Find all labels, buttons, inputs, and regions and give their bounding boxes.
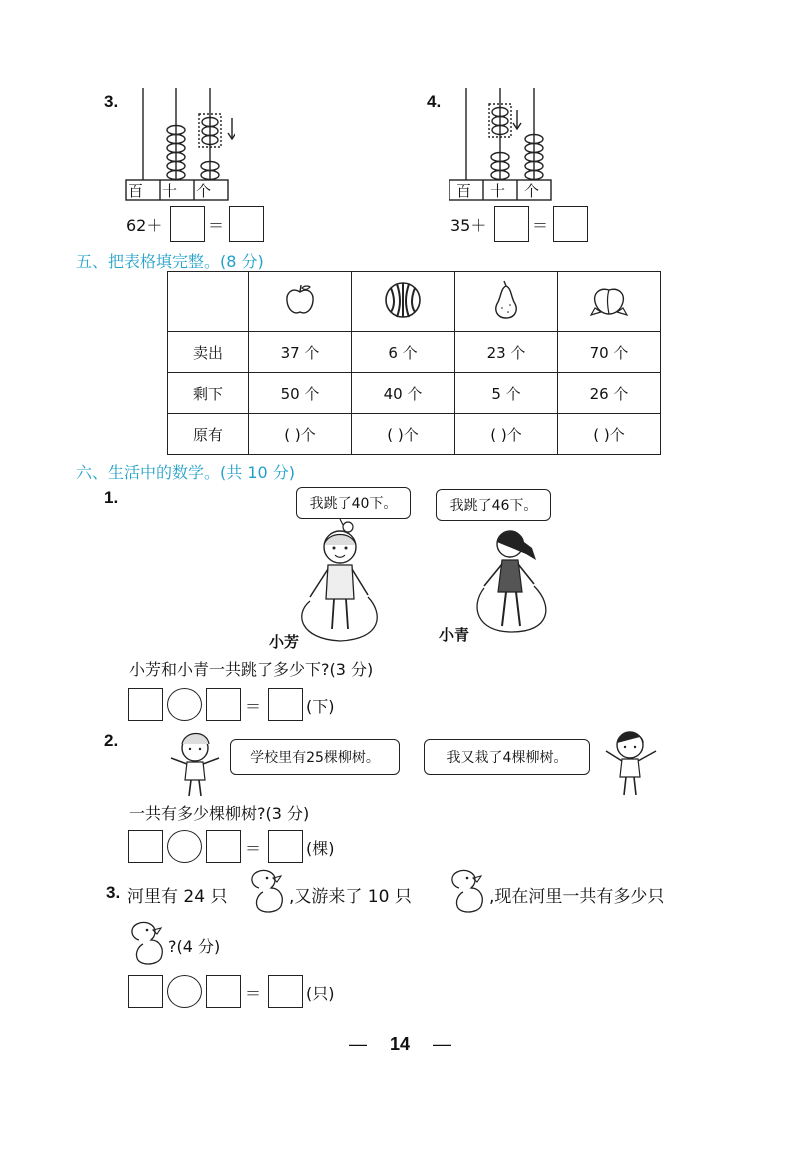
answer-box[interactable] — [229, 206, 264, 242]
table-cell: 37 个 — [249, 332, 352, 373]
equals-sign: ＝ — [208, 216, 225, 235]
answer-cell[interactable]: ( )个 — [249, 414, 352, 455]
fruit-header-cell — [249, 272, 352, 332]
place-label-hundreds: 百 — [128, 182, 144, 200]
peach-icon — [589, 282, 629, 318]
equals-sign: ＝ — [245, 984, 262, 1003]
equals-sign: ＝ — [245, 839, 262, 858]
unit-label: (下) — [306, 697, 335, 716]
answer-box[interactable] — [206, 975, 241, 1008]
page-number: 14 — [389, 1034, 411, 1054]
table-row — [168, 414, 661, 455]
duck-icon — [125, 918, 169, 970]
table-row — [168, 373, 661, 414]
table-row — [168, 332, 661, 373]
unit-label: (棵) — [306, 839, 335, 858]
answer-box[interactable] — [553, 206, 588, 242]
answer-box[interactable] — [170, 206, 205, 242]
boy-illustration — [165, 730, 225, 798]
table-cell: 6 个 — [352, 332, 455, 373]
place-label-tens: 十 — [162, 182, 178, 200]
row-label: 剩下 — [168, 373, 249, 414]
section-6-heading: 六、生活中的数学。(共 10 分) — [76, 463, 296, 482]
answer-cell[interactable]: ( )个 — [352, 414, 455, 455]
girl-jumping-rope-illustration — [290, 519, 390, 649]
operator-circle[interactable] — [167, 975, 202, 1008]
page-number-dash: — — [433, 1034, 452, 1054]
answer-box[interactable] — [268, 830, 303, 863]
speech-bubble: 我跳了40下。 — [296, 487, 411, 519]
question-text: 河里有 24 只 — [127, 887, 228, 907]
q1-number: 1. — [104, 488, 119, 507]
answer-box[interactable] — [494, 206, 529, 242]
question-text: 一共有多少棵柳树?(3 分) — [129, 804, 310, 823]
name-label-left: 小芳 — [269, 633, 300, 651]
q3-number: 3. — [106, 883, 121, 902]
name-label-right: 小青 — [439, 626, 470, 644]
equation-prefix: 35＋ — [450, 216, 487, 235]
table-cell: 40 个 — [352, 373, 455, 414]
row-label: 原有 — [168, 414, 249, 455]
operator-circle[interactable] — [167, 830, 202, 863]
place-label-ones: 个 — [524, 182, 540, 200]
place-label-hundreds: 百 — [456, 182, 472, 200]
row-label: 卖出 — [168, 332, 249, 373]
answer-cell[interactable]: ( )个 — [455, 414, 558, 455]
unit-label: (只) — [306, 984, 335, 1003]
section-5-heading: 五、把表格填完整。(8 分) — [76, 252, 264, 271]
answer-box[interactable] — [268, 975, 303, 1008]
problem-3-number: 3. — [104, 92, 119, 111]
page-number-dash: — — [348, 1034, 367, 1054]
answer-box[interactable] — [206, 688, 241, 721]
question-text: ,又游来了 10 只 — [289, 887, 412, 907]
girl-jumping-rope-illustration — [470, 526, 560, 644]
table-corner-cell — [168, 272, 249, 332]
speech-bubble: 我又栽了4棵柳树。 — [424, 739, 590, 775]
table-cell: 23 个 — [455, 332, 558, 373]
boy-illustration — [600, 727, 660, 797]
table-cell: 26 个 — [558, 373, 661, 414]
speech-bubble: 我跳了46下。 — [436, 489, 551, 521]
page-number-footer — [0, 1034, 800, 1055]
pear-icon — [489, 280, 523, 320]
equation-prefix: 62＋ — [126, 216, 163, 235]
fruit-header-cell — [455, 272, 558, 332]
speech-bubble: 学校里有25棵柳树。 — [230, 739, 400, 775]
answer-cell[interactable]: ( )个 — [558, 414, 661, 455]
table-cell: 50 个 — [249, 373, 352, 414]
answer-box[interactable] — [128, 975, 163, 1008]
table-cell: 70 个 — [558, 332, 661, 373]
place-label-tens: 十 — [490, 182, 506, 200]
watermelon-icon — [383, 280, 423, 320]
apple-icon — [284, 283, 316, 317]
q2-number: 2. — [104, 731, 119, 750]
fruit-table — [167, 271, 661, 455]
answer-box[interactable] — [206, 830, 241, 863]
answer-box[interactable] — [128, 830, 163, 863]
answer-box[interactable] — [268, 688, 303, 721]
answer-box[interactable] — [128, 688, 163, 721]
equals-sign: ＝ — [245, 697, 262, 716]
fruit-header-cell — [558, 272, 661, 332]
question-text: ?(4 分) — [168, 937, 221, 956]
question-text: ,现在河里一共有多少只 — [489, 887, 665, 907]
place-label-ones: 个 — [196, 182, 212, 200]
problem-4-number: 4. — [427, 92, 442, 111]
question-text: 小芳和小青一共跳了多少下?(3 分) — [129, 660, 374, 679]
fruit-header-cell — [352, 272, 455, 332]
operator-circle[interactable] — [167, 688, 202, 721]
duck-icon — [445, 866, 489, 918]
equals-sign: ＝ — [532, 216, 549, 235]
table-cell: 5 个 — [455, 373, 558, 414]
duck-icon — [245, 866, 289, 918]
